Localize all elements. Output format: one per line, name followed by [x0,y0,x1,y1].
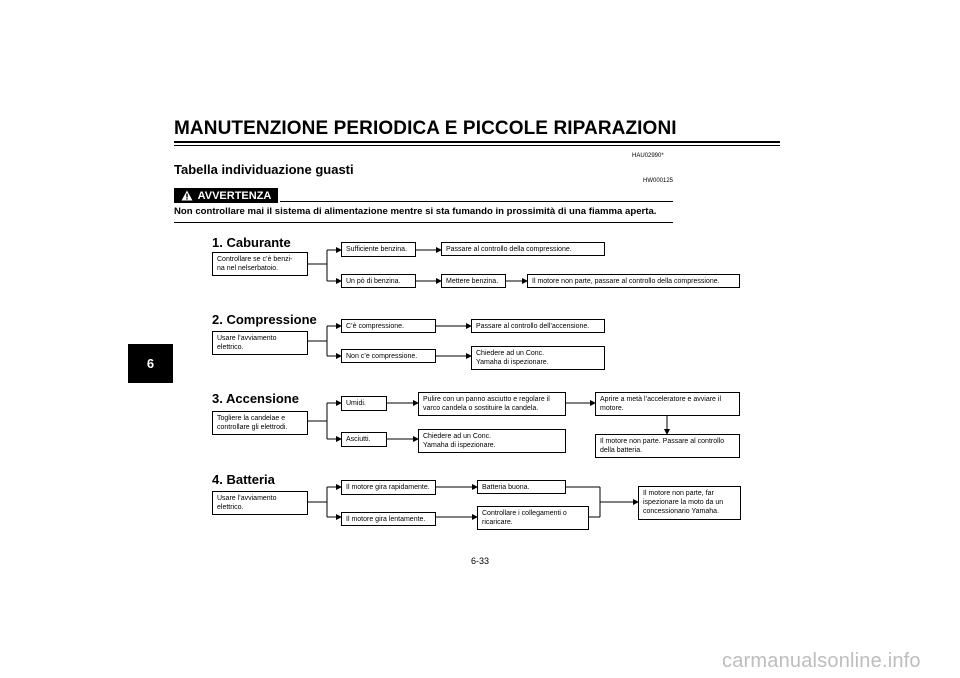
result-go-compression: Passare al controllo della compressione. [441,242,605,256]
result-go-ignition: Passare al controllo dell’accensione. [471,319,605,333]
result-add-fuel: Mettere benzina. [441,274,506,288]
branch-compression-ok: C’è compressione. [341,319,436,333]
result-ask-dealer-compression: Chiedere ad un Conc. Yamaha di ispezionare. [471,346,605,370]
branch-wet: Umidi. [341,396,387,411]
section-title: Tabella individuazione guasti [174,162,354,177]
result-check-connections: Controllare i collegamenti o ricaricare. [477,506,589,530]
group-title-batteria: 4. Batteria [212,472,275,487]
warning-label: AVVERTENZA [197,189,272,202]
group-title-compressione: 2. Compressione [212,312,317,327]
result-dealer-inspection: Il motore non parte, far ispezionare la moto da un concessionario Yamaha. [638,486,741,520]
warning-text: Non controllare mai il sistema di alimentazione mentre si sta fumando in prossimità di una fiamma aperta. [174,206,657,217]
group-title-accensione: 3. Accensione [212,391,299,406]
branch-dry: Asciutti. [341,432,387,447]
warning-code: HW000125 [643,178,674,184]
step-check-fuel: Controllare se c’è benzi- na nel nelserbatoio. [212,252,308,276]
section-code: HAU02990* [632,153,664,159]
chapter-tab: 6 [128,344,173,383]
step-electric-start: Usare l’avviamento elettrico. [212,331,308,355]
watermark: carmanualsonline.info [722,650,921,672]
step-check-spark-plug: Togliere la candelae e controllare gli elettrodi. [212,411,308,435]
result-ask-dealer-ignition: Chiedere ad un Conc. Yamaha di ispezionare. [418,429,566,453]
group-title-caburante: 1. Caburante [212,235,291,250]
page-number: 6-33 [470,556,489,566]
page-header-title: MANUTENZIONE PERIODICA E PICCOLE RIPARAZIONI [174,118,677,139]
result-battery-good: Batteria buona. [477,480,566,494]
result-go-battery: Il motore non parte. Passare al controllo della batteria. [595,434,740,458]
result-no-start-compression: Il motore non parte, passare al controllo della compressione. [527,274,740,288]
result-half-throttle: Aprire a metà l’acceleratore e avviare il motore. [595,392,740,416]
result-clean-plug: Pulire con un panno asciutto e regolare il varco candela o sostituire la candela. [418,392,566,416]
step-electric-start-battery: Usare l’avviamento elettrico. [212,491,308,515]
branch-no-compression: Non c’e compressione. [341,349,436,363]
branch-turns-fast: Il motore gira rapidamente. [341,480,436,495]
branch-low-fuel: Un pò di benzina. [341,274,416,288]
branch-sufficient-fuel: Sufficiente benzina. [341,242,416,257]
branch-turns-slow: Il motore gira lentamente. [341,512,436,526]
